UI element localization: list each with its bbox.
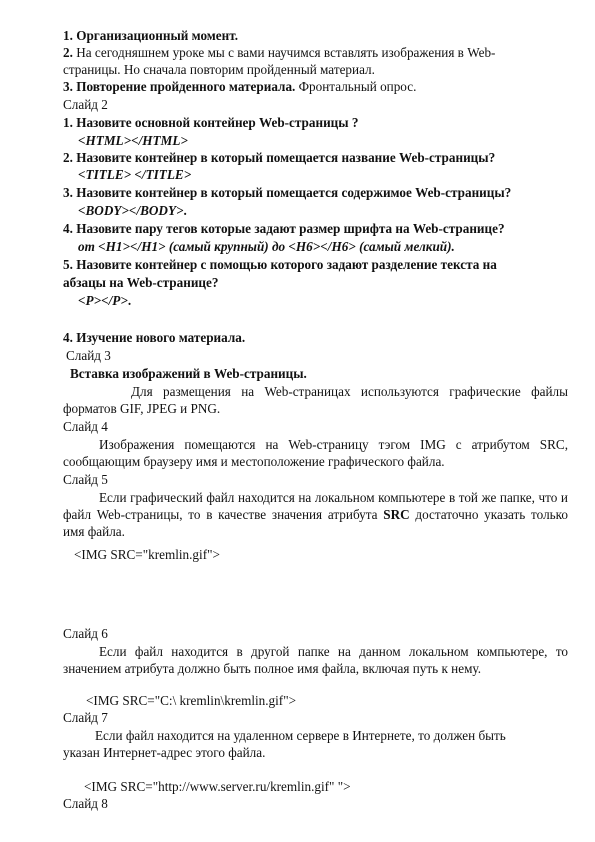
section-text: На сегодняшнем уроке мы с вами научимся вставлять изображения в Web-	[76, 45, 496, 60]
question-3: 3. Назовите контейнер в который помещается содержимое Web-страницы?	[63, 185, 512, 200]
slide-5-label: Слайд 5	[63, 472, 108, 487]
slide-7-label: Слайд 7	[63, 710, 108, 725]
answer-5	[78, 292, 131, 309]
question-4: 4. Назовите пару тегов которые задают размер шрифта на Web-странице?	[63, 221, 505, 236]
section-title: Изучение нового материала.	[76, 330, 246, 345]
attribute-name: SRC	[383, 507, 410, 522]
question-5-line-2: абзацы на Web-странице?	[63, 275, 219, 290]
section-2-line-1	[63, 44, 495, 61]
slide-2-label: Слайд 2	[63, 97, 108, 112]
section-number: 2.	[63, 45, 73, 60]
slide-6-label: Слайд 6	[63, 626, 108, 641]
answer-3	[78, 202, 187, 219]
slide-3-paragraph: Для размещения на Web-страницах используются графические файлы форматов GIF, JPEG и PNG.	[63, 384, 568, 416]
section-2-line-2: страницы. Но сначала повторим пройденный материал.	[63, 62, 375, 77]
paragraph-text: Если графический файл находится на локальном компьютере в той же папке, что и файл Web-страницы, то в качестве значения атрибута	[63, 490, 568, 522]
code-example-local: <IMG SRC="kremlin.gif">	[74, 547, 220, 562]
slide-7-line-1: Если файл находится на удаленном сервере в Интернете, то должен быть	[95, 728, 506, 743]
answer-punctuation: .	[127, 293, 132, 308]
slide-8-label: Слайд 8	[63, 796, 108, 811]
section-number: 4.	[63, 330, 73, 345]
slide-7-line-2: указан Интернет-адрес этого файла.	[63, 745, 266, 760]
section-4-heading	[63, 329, 245, 346]
slide-4-label: Слайд 4	[63, 419, 108, 434]
code-example-path: <IMG SRC="C:\ kremlin\kremlin.gif">	[86, 693, 297, 708]
answer-1: <HTML></HTML>	[78, 133, 188, 148]
section-text: Фронтальный опрос.	[295, 79, 417, 94]
slide-5-paragraph	[63, 489, 568, 540]
question-1: 1. Назовите основной контейнер Web-страницы ?	[63, 115, 359, 130]
code-example-url: <IMG SRC="http://www.server.ru/kremlin.gif" ">	[84, 779, 351, 794]
answer-4: от <H1></H1> (самый крупный) до <H6></H6> (самый мелкий).	[78, 239, 455, 254]
answer-2: <TITLE> </TITLE>	[78, 167, 192, 182]
question-5-line-1: 5. Назовите контейнер с помощью которого задают разделение текста на	[63, 257, 497, 272]
section-3-heading	[63, 78, 416, 95]
section-1-heading	[63, 27, 238, 44]
answer-code: <P></P>	[78, 293, 128, 308]
section-number: 1.	[63, 28, 73, 43]
slide-3-title: Вставка изображений в Web-страницы.	[70, 366, 307, 381]
section-title: Организационный момент.	[76, 28, 238, 43]
slide-6-paragraph: Если файл находится в другой папке на данном локальном компьютере, то значением атрибута должно быть полное имя файла, включая путь к нему.	[63, 644, 568, 676]
question-2: 2. Назовите контейнер в который помещается название Web-страницы?	[63, 150, 496, 165]
answer-code: <BODY></BODY>	[78, 203, 184, 218]
paragraph-text: достаточно указать только имя файла.	[63, 507, 568, 539]
slide-4-paragraph: Изображения помещаются на Web-страницу тэгом IMG с атрибутом SRC, сообщающим браузеру имя и местоположение графического файла.	[63, 437, 568, 469]
section-number: 3.	[63, 79, 73, 94]
slide-3-label: Слайд 3	[66, 348, 111, 363]
section-title: Повторение пройденного материала.	[76, 79, 296, 94]
answer-punctuation: .	[183, 203, 187, 218]
